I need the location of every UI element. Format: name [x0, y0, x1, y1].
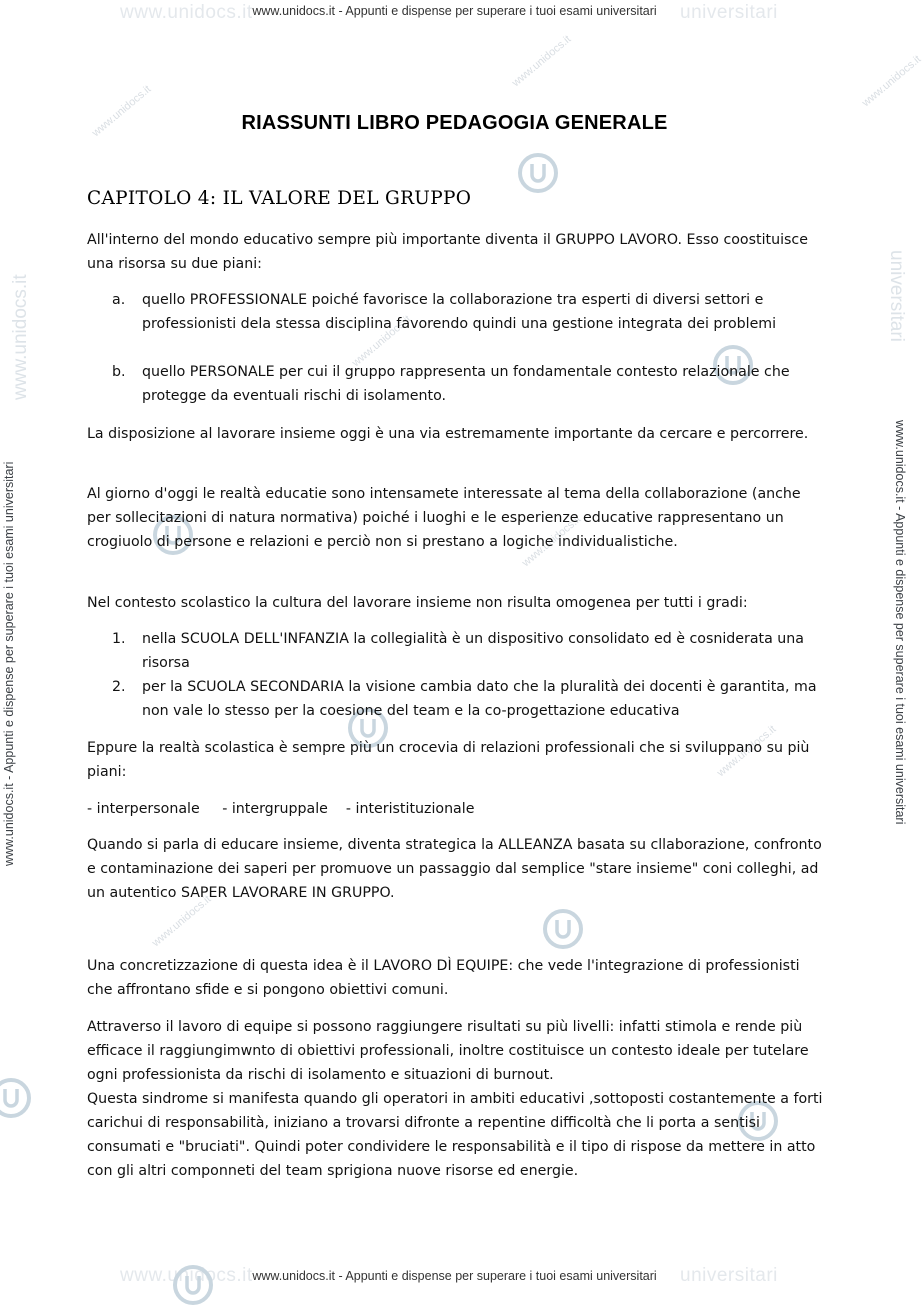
- watermark-diagonal: www.unidocs.it: [150, 893, 214, 950]
- watermark-side-right: www.unidocs.it - Appunti e dispense per superare i tuoi esami universitari: [893, 420, 907, 825]
- paragraph-giorno: Al giorno d'oggi le realtà educatie sono intensamete interessate al tema della collaborazione (anche per sollecitazioni di natura normativa) poiché i luoghi e le esperienze educative rappresentano un crogiuolo di persone e relazioni e perciò non si prestano a logiche individualistiche.: [87, 486, 801, 550]
- watermark-ghost-right-bottom: universitari: [680, 1265, 778, 1286]
- numeric-list: [112, 627, 832, 723]
- watermark-diagonal: www.unidocs.it: [510, 33, 574, 90]
- list-marker: 2.: [112, 679, 126, 695]
- list-marker: b.: [112, 364, 126, 380]
- list-marker: a.: [112, 292, 126, 308]
- watermark-side-left: www.unidocs.it - Appunti e dispense per superare i tuoi esami universitari: [2, 461, 16, 866]
- list-item: [112, 627, 832, 675]
- paragraph-scolastico: Nel contesto scolastico la cultura del lavorare insieme non risulta omogenea per tutti i gradi:: [87, 595, 748, 611]
- watermark-banner-bottom: www.unidocs.it - Appunti e dispense per superare i tuoi esami universitari: [252, 1269, 657, 1283]
- list-item-text: nella SCUOLA DELL'INFANZIA la collegialità è un dispositivo consolidato ed è cosniderata una risorsa: [142, 631, 804, 671]
- watermark-diagonal: www.unidocs.it: [860, 53, 923, 110]
- watermark-side-left-faint: www.unidocs.it: [10, 274, 31, 400]
- paragraph-piani: - interpersonale - intergruppale - interistituzionale: [87, 801, 475, 817]
- watermark-diagonal: www.unidocs.it: [715, 723, 779, 780]
- unidocs-logo-icon: [170, 1262, 216, 1308]
- alpha-list: [112, 288, 832, 408]
- unidocs-logo-icon: [515, 150, 561, 196]
- chapter-heading: CAPITOLO 4: IL VALORE DEL GRUPPO: [87, 188, 472, 209]
- watermark-ghost-left-top: www.unidocs.it: [120, 2, 253, 23]
- paragraph-sindrome: Questa sindrome si manifesta quando gli operatori in ambiti educativi ,sottoposti costantemente a forti carichui di responsabilità, iniziano a trovarsi difronte a repentine difficoltà che li porta a sentisi consumati e "bruciati". Quindi poter condividere le responsabilità e il tipo di rispose da mettere in atto con gli altri componneti del team sprigiona nuove risorse ed energie.: [87, 1091, 823, 1179]
- unidocs-logo-icon: [0, 1075, 34, 1121]
- paragraph-equipe: Una concretizzazione di questa idea è il LAVORO DÌ EQUIPE: che vede l'integrazione di professionisti che affrontano sfide e si pongono obiettivi comuni.: [87, 958, 800, 998]
- list-item-text: per la SCUOLA SECONDARIA la visione cambia dato che la pluralità dei docenti è garantita, ma non vale lo stesso per la coesione del team e la co-progettazione educativa: [142, 679, 817, 719]
- watermark-ghost-right-top: universitari: [680, 2, 778, 23]
- document-title: RIASSUNTI LIBRO PEDAGOGIA GENERALE: [241, 112, 668, 134]
- list-item-text: quello PERSONALE per cui il gruppo rappresenta un fondamentale contesto relazionale che protegge da eventuali rischi di isolamento.: [142, 364, 790, 404]
- watermark-banner-top: www.unidocs.it - Appunti e dispense per superare i tuoi esami universitari: [252, 4, 657, 18]
- list-item: [112, 288, 832, 336]
- paragraph-intro: All'interno del mondo educativo sempre più importante diventa il GRUPPO LAVORO. Esso coostituisce una risorsa su due piani:: [87, 232, 808, 272]
- list-item: [112, 360, 832, 408]
- paragraph-eppure: Eppure la realtà scolastica è sempre più un crocevia di relazioni professionali che si sviluppano su più piani:: [87, 740, 810, 780]
- watermark-side-right-faint: universitari: [886, 250, 907, 342]
- unidocs-logo-icon: [540, 906, 586, 952]
- list-marker: 1.: [112, 631, 126, 647]
- paragraph-alleanza: Quando si parla di educare insieme, diventa strategica la ALLEANZA basata su cllaborazione, confronto e contaminazione dei saperi per promuove un passaggio dal semplice "stare insieme" coni colleghi, ad un autentico SAPER LAVORARE IN GRUPPO.: [87, 837, 822, 901]
- watermark-diagonal: www.unidocs.it: [520, 513, 584, 570]
- list-item: [112, 675, 832, 723]
- list-item-text: quello PROFESSIONALE poiché favorisce la collaborazione tra esperti di diversi settori e professionisti dela stessa disciplina favorendo quindi una gestione integrata dei problemi: [142, 292, 777, 332]
- paragraph-disposizione: La disposizione al lavorare insieme oggi è una via estremamente importante da cercare e percorrere.: [87, 426, 809, 442]
- paragraph-attraverso: Attraverso il lavoro di equipe si possono raggiungere risultati su più livelli: infatti stimola e rende più efficace il raggiungimwnto di obiettivi professionali, inoltre costituisce un contesto ideale per tutelare ogni professionista da rischi di isolamento e situazioni di burnout.: [87, 1019, 809, 1083]
- watermark-ghost-left-bottom: www.unidocs.it: [120, 1265, 253, 1286]
- watermark-diagonal: www.unidocs.it: [90, 83, 154, 140]
- watermark-diagonal: www.unidocs.it: [350, 313, 414, 370]
